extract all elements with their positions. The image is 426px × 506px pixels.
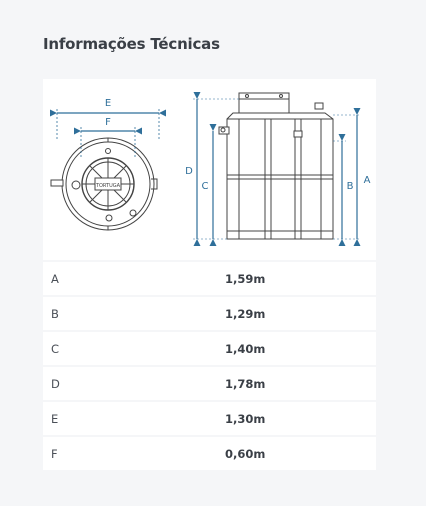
svg-text:TORTUGA: TORTUGA — [95, 183, 121, 189]
spec-value: 1,30m — [225, 411, 266, 426]
spec-label: C — [51, 341, 60, 356]
spec-label: E — [51, 411, 59, 426]
spec-label: B — [51, 306, 59, 321]
table-row — [43, 402, 376, 435]
dim-label-e: E — [104, 98, 112, 109]
dim-label-f: F — [105, 117, 111, 128]
table-row — [43, 297, 376, 330]
dim-label-a: A — [363, 175, 371, 186]
table-row — [43, 437, 376, 470]
dim-label-d: D — [185, 166, 193, 177]
spec-label: A — [51, 271, 59, 286]
spec-value: 0,60m — [225, 446, 266, 461]
spec-value: 1,29m — [225, 306, 266, 321]
spec-label: F — [51, 446, 58, 461]
table-row — [43, 332, 376, 365]
spec-label: D — [51, 376, 60, 391]
side-view — [219, 93, 333, 239]
tank-drawing — [43, 79, 376, 260]
page-title: Informações Técnicas — [43, 35, 220, 53]
top-view — [51, 138, 157, 230]
table-row — [43, 367, 376, 400]
table-row — [43, 262, 376, 295]
specs-table — [43, 262, 376, 472]
dim-label-c: C — [201, 181, 209, 192]
spec-value: 1,78m — [225, 376, 266, 391]
spec-value: 1,59m — [225, 271, 266, 286]
dim-label-b: B — [346, 181, 354, 192]
spec-value: 1,40m — [225, 341, 266, 356]
technical-diagram — [43, 79, 376, 260]
